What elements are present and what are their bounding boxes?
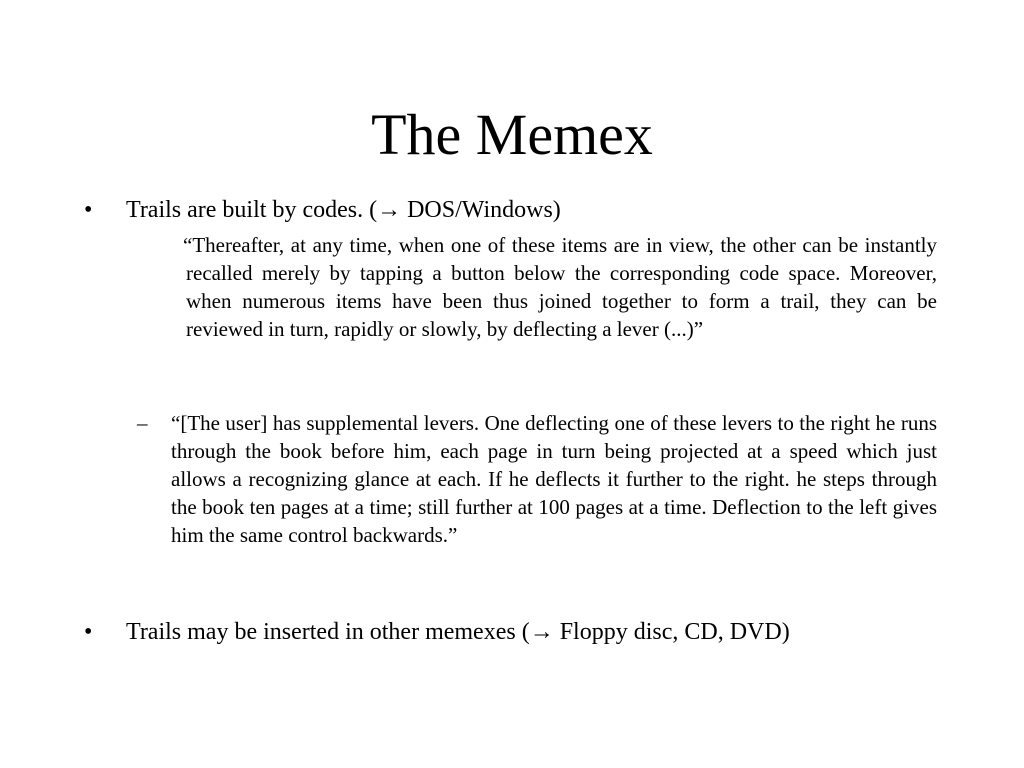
sub-bullet-marker: – bbox=[137, 411, 148, 435]
bullet-text: Trails may be inserted in other memexes (→ Floppy disc, CD, DVD) bbox=[126, 619, 790, 645]
bullet-marker: • bbox=[84, 619, 93, 645]
quote-block: “Thereafter, at any time, when one of these items are in view, the other can be instantly recalled merely by tapping a button below the corresponding code space. Moreover, when numerous items have been thus joined together to form a trail, they can be reviewed in turn, rapidly or slowly, by deflecting a lever (...)” bbox=[183, 233, 937, 341]
bullet-marker: • bbox=[84, 197, 93, 223]
bullet-text: Trails are built by codes. (→ DOS/Windows) bbox=[126, 197, 561, 223]
sub-bullet-text: “[The user] has supplemental levers. One deflecting one of these levers to the right he runs through the book before him, each page in turn being projected at a speed which just allows a recognizing glance at each. If he deflects it further to the right. he steps through the book ten pages at a time; still further at 100 pages at a time. Deflection to the left gives him the same control backwards.” bbox=[171, 411, 937, 547]
slide-title: The Memex bbox=[371, 102, 653, 167]
